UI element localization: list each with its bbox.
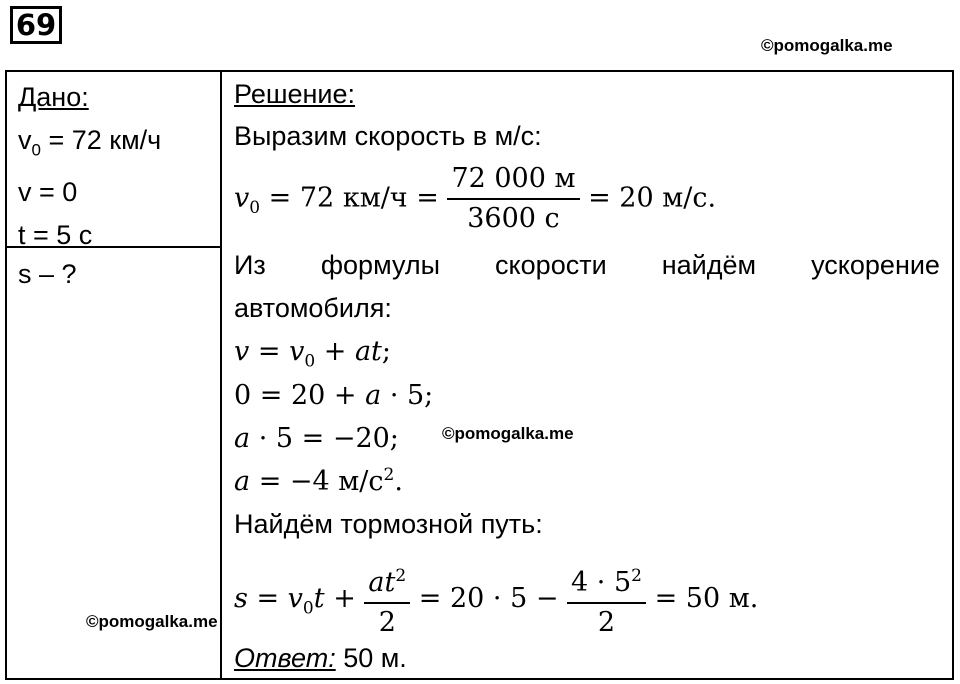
formula-word: ускорение — [811, 250, 940, 280]
given-v: v = 0 — [18, 177, 78, 208]
equation-speed-conversion: $v_0 = 72$ км/ч = $\frac{72 000 м}{3600 с}$ = 20 м/с. — [234, 160, 716, 238]
problem-number: 69 — [10, 6, 62, 44]
equation-velocity: $v = v_0$ + at; — [234, 336, 392, 372]
answer-value: 50 м. — [335, 643, 407, 673]
express-line: Выразим скорость в м/с: — [234, 121, 542, 151]
equation-acceleration-result: a = −4 $м/с^2$. — [234, 465, 403, 497]
answer-line — [234, 643, 407, 674]
watermark-top: ©pomogalka.me — [761, 36, 893, 55]
brake-line: Найдём тормозной путь: — [234, 509, 543, 539]
answer-label: Ответ: — [234, 643, 336, 673]
given-section — [18, 76, 161, 257]
watermark-bottom: ©pomogalka.me — [86, 612, 218, 631]
equation-braking-distance: $s = v_0t$ + $\frac{at^2}{2}$ = 20 · 5 − $\frac{4 \cdot 5^2}{2}$ = 50 м. — [234, 557, 758, 642]
formula-word: формулы — [320, 250, 441, 280]
formula-intro-line — [234, 250, 940, 281]
watermark-middle: ©pomogalka.me — [442, 424, 574, 443]
given-title: Дано: — [18, 82, 89, 112]
formula-word: Из — [234, 250, 266, 280]
solution-title: Решение: — [234, 79, 356, 109]
formula-word: скорости — [495, 250, 607, 280]
equation-acceleration-step: a · 5 = −20; — [234, 423, 399, 454]
fraction-numeric: $\frac{4 \cdot 5^2}{2}$ — [567, 557, 646, 642]
given-v0: $v_0 = 72$ км/ч — [18, 125, 162, 160]
given-t: t = 5 с — [18, 220, 93, 251]
formula-intro-cont: автомобиля: — [234, 293, 392, 323]
formula-word: найдём — [661, 250, 757, 280]
unknown-quantity: s – ? — [18, 259, 77, 289]
column-divider — [220, 70, 222, 680]
fraction-at-squared: $\frac{at^2}{2}$ — [364, 557, 410, 642]
equation-substitution: 0 = 20 + a · 5; — [234, 380, 434, 411]
fraction-speed: $\frac{72 000 м}{3600 с}$ — [447, 160, 579, 238]
